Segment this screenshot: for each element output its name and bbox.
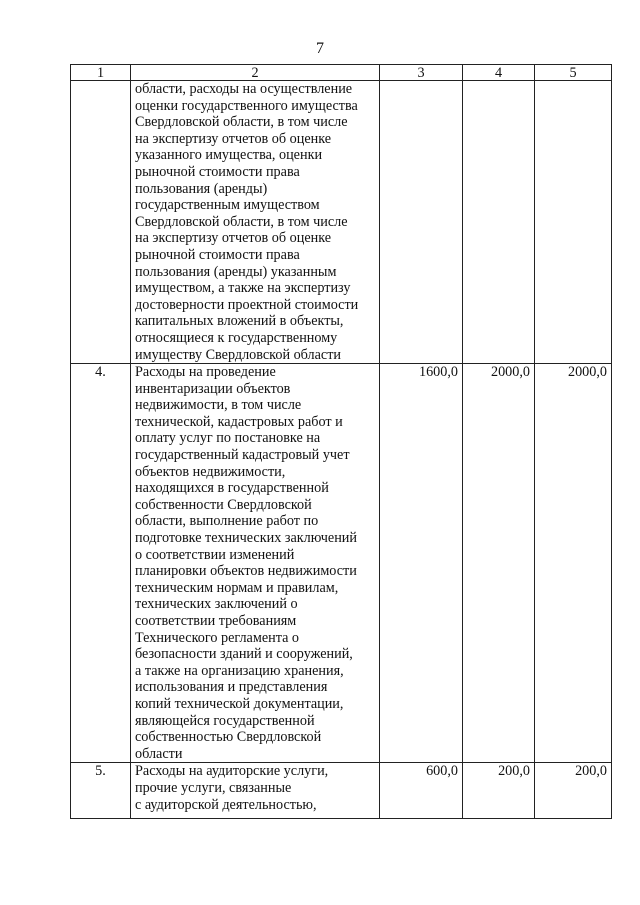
row-value-col4 [463,81,535,364]
header-row [71,65,612,81]
header-col-3: 3 [380,65,463,81]
budget-table [70,64,612,819]
row-description: области, расходы на осуществление оценки государственного имущества Свердловской области, в том числе на экспертизу отчетов об оценке указанного имущества, оценки рыночной стоимости права пользования (аренды) государственным имуществом Свердловской области, в том числе на экспертизу отчетов об оценке рыночной стоимости права пользования (аренды) указанным имуществом, а также на экспертизу достоверности проектной стоимости капитальных вложений в объекты, относящиеся к государственному имуществу Свердловской области [131,81,380,364]
row-number: 5. [71,763,131,819]
header-col-2: 2 [131,65,380,81]
row-number: 4. [71,364,131,763]
header-col-1: 1 [71,65,131,81]
row-value-col4: 200,0 [463,763,535,819]
table-row [71,763,612,819]
row-number [71,81,131,364]
row-description: Расходы на проведение инвентаризации объектов недвижимости, в том числе технической, кадастровых работ и оплату услуг по постановке на государственный кадастровый учет объектов недвижимости, находящихся в государственной собственности Свердловской области, выполнение работ по подготовке технических заключений о соответствии изменений планировки объектов недвижимости техническим нормам и правилам, технических заключений о соответствии требованиям Технического регламента о безопасности зданий и сооружений, а также на организацию хранения, использования и представления копий технической документации, являющейся государственной собственностью Свердловской области [131,364,380,763]
page-number: 7 [316,40,324,57]
table-row [71,364,612,763]
header-col-5: 5 [535,65,612,81]
header-col-4: 4 [463,65,535,81]
row-value-col3 [380,81,463,364]
row-value-col3: 600,0 [380,763,463,819]
row-value-col3: 1600,0 [380,364,463,763]
row-value-col5: 2000,0 [535,364,612,763]
row-value-col5: 200,0 [535,763,612,819]
row-value-col4: 2000,0 [463,364,535,763]
table-row [71,81,612,364]
row-value-col5 [535,81,612,364]
row-description: Расходы на аудиторские услуги, прочие услуги, связанные с аудиторской деятельностью, [131,763,380,819]
